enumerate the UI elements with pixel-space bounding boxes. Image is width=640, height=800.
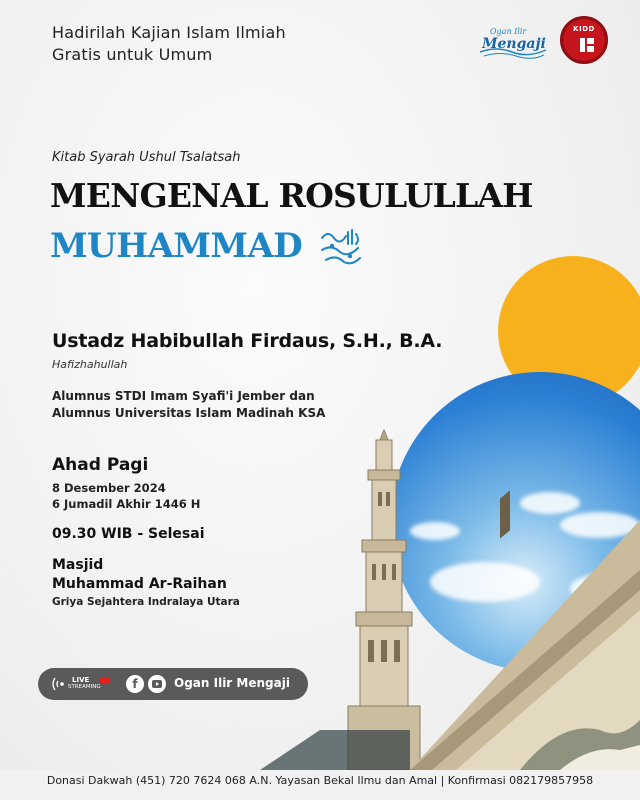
streaming-label: STREAMING xyxy=(68,684,101,690)
ogan-ilir-mengaji-logo xyxy=(476,22,550,62)
kidd-logo xyxy=(560,16,608,64)
live-label: LIVE xyxy=(72,676,90,684)
youtube-play-icon xyxy=(148,675,166,693)
date-masehi: 8 Desember 2024 xyxy=(52,481,166,495)
alumni-line-1: Alumnus STDI Imam Syafi'i Jember dan xyxy=(52,389,315,403)
venue-line-1: Masjid xyxy=(52,557,104,573)
event-dates xyxy=(52,480,200,512)
mosque-minaret-illustration xyxy=(260,400,640,770)
facebook-icon[interactable]: f xyxy=(126,675,144,693)
speaker-name: Ustadz Habibullah Firdaus, S.H., B.A. xyxy=(52,330,443,352)
date-hijri: 6 Jumadil Akhir 1446 H xyxy=(52,497,201,511)
header-line-1: Hadirilah Kajian Islam Ilmiah xyxy=(52,23,286,42)
kidd-mark-icon xyxy=(578,36,596,54)
event-venue xyxy=(52,556,227,594)
social-account-name: Ogan Ilir Mengaji xyxy=(174,676,290,690)
logo-ogan-line-2: Mengaji xyxy=(482,36,546,52)
broadcast-icon xyxy=(50,674,68,694)
header-line-2: Gratis untuk Umum xyxy=(52,45,213,64)
footer-donation-info: Donasi Dakwah (451) 720 7624 068 A.N. Yayasan Bekal Ilmu dan Amal | Konfirmasi 082179857958 xyxy=(0,770,640,800)
title-line-1: MENGENAL ROSULULLAH xyxy=(50,176,533,215)
venue-address: Griya Sejahtera Indralaya Utara xyxy=(52,596,240,608)
kitab-subtitle: Kitab Syarah Ushul Tsalatsah xyxy=(52,150,241,165)
logo-ogan-line-1: Ogan Ilir xyxy=(490,27,527,36)
kidd-logo-text: KIDD xyxy=(573,25,595,33)
live-streaming-icon xyxy=(50,674,120,694)
event-time: 09.30 WIB - Selesai xyxy=(52,526,205,542)
youtube-icon[interactable] xyxy=(148,675,166,693)
venue-line-2: Muhammad Ar-Raihan xyxy=(52,576,227,592)
event-day: Ahad Pagi xyxy=(52,455,149,475)
header-invitation xyxy=(52,22,286,66)
speaker-honorific: Hafizhahullah xyxy=(52,358,128,371)
title-line-2: MUHAMMAD xyxy=(50,226,303,266)
live-dot-icon xyxy=(100,677,110,684)
social-media-bar[interactable] xyxy=(38,668,308,700)
alumni-line-2: Alumnus Universitas Islam Madinah KSA xyxy=(52,406,326,420)
salawat-calligraphy-icon xyxy=(318,226,364,266)
